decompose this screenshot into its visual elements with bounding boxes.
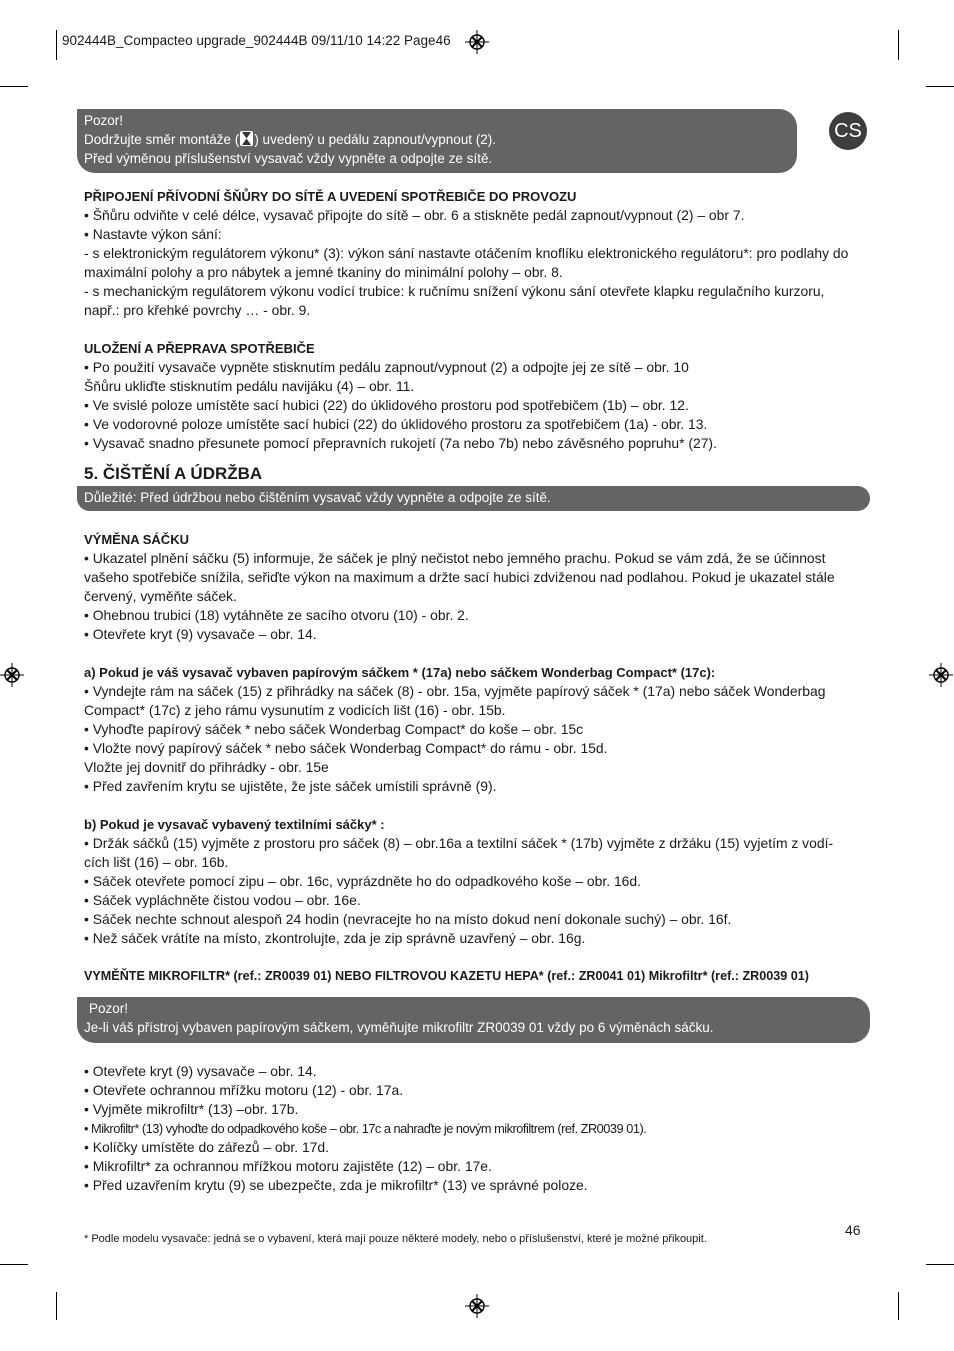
crop-mark	[898, 30, 899, 60]
paragraph-line: vašeho spotřebiče snížila, seřiďte výkon na maximum a držte sací hubici zdviženou nad podlahou. Pokud je ukazatel stále	[84, 569, 835, 585]
language-badge: CS	[829, 112, 867, 150]
crop-mark	[0, 86, 28, 87]
paragraph-line: • Vyndejte rám na sáček (15) z přihrádky na sáček (8) - obr. 15a, vyjměte papírový sáček * (17a) nebo sáček Wonderbag	[84, 683, 826, 699]
subsection-heading: b) Pokud je vysavač vybavený textilními sáčky* :	[84, 817, 385, 832]
registration-mark-icon	[0, 663, 24, 687]
paragraph-line: • Před uzavřením krytu (9) se ubezpečte, zda je mikrofiltr* (13) ve správné poloze.	[84, 1177, 588, 1193]
paragraph-line: • Vysavač snadno přesunete pomocí přepravních rukojetí (7a nebo 7b) nebo závěsného popruhu* (27).	[84, 435, 717, 451]
crop-mark	[926, 86, 954, 87]
crop-mark	[56, 30, 57, 60]
crop-mark	[0, 1264, 28, 1265]
callout-line: Dodržujte směr montáže ( ) uvedený u pedálu zapnout/vypnout (2).	[84, 132, 496, 147]
document-body	[84, 187, 876, 1195]
section-heading: VYMĚŇTE MIKROFILTR* (ref.: ZR0039 01) NEBO FILTROVOU KAZETU HEPA* (ref.: ZR0041 01) Mikrofiltr* (ref.: ZR0039 01)	[84, 969, 809, 983]
paragraph-line: např.: pro křehké povrchy … - obr. 9.	[84, 302, 311, 318]
footnote: * Podle modelu vysavače: jedná se o vybavení, která mají pouze některé modely, nebo o příslušenství, které je možné přikoupit.	[84, 1233, 707, 1245]
warning-callout	[77, 997, 870, 1043]
paragraph-line: maximální polohy a pro nábytek a jemné tkaniny do minimální polohy – obr. 8.	[84, 264, 563, 280]
registration-mark-icon	[465, 1294, 489, 1318]
paragraph-line: • Sáček otevřete pomocí zipu – obr. 16c, vyprázdněte ho do odpadkového koše – obr. 16d.	[84, 873, 641, 889]
paragraph-line: Compact* (17c) z jeho rámu vysunutím z vodicích lišt (16) - obr. 15b.	[84, 702, 506, 718]
paragraph-line: Vložte jej dovnitř do přihrádky - obr. 15e	[84, 759, 329, 775]
print-header: 902444B_Compacteo upgrade_902444B 09/11/10 14:22 Page46	[62, 33, 451, 48]
paragraph-line: • Vložte nový papírový sáček * nebo sáček Wonderbag Compact* do rámu - obr. 15d.	[84, 740, 608, 756]
paragraph-line: - s mechanickým regulátorem výkonu vodící trubice: k ručnímu snížení výkonu sání otevřete klapku regulačního kurzoru,	[84, 283, 825, 299]
crop-mark	[56, 1292, 57, 1320]
paragraph-line: • Ohebnou trubici (18) vytáhněte ze sacího otvoru (10) - obr. 2.	[84, 607, 469, 623]
paragraph-line: • Vyjměte mikrofiltr* (13) –obr. 17b.	[84, 1101, 299, 1117]
crop-mark	[926, 1264, 954, 1265]
paragraph-line: • Šňůru odviňte v celé délce, vysavač připojte do sítě – obr. 6 a stiskněte pedál zapnout/vypnout (2) – obr 7.	[84, 207, 745, 223]
paragraph-line: cích lišt (16) – obr. 16b.	[84, 854, 229, 870]
paragraph-line: • Před zavřením krytu se ujistěte, že jste sáček umístili správně (9).	[84, 778, 497, 794]
warning-callout	[77, 109, 797, 173]
hourglass-icon	[240, 131, 253, 146]
paragraph-line: • Mikrofiltr* (13) vyhoďte do odpadkového koše – obr. 17c a nahraďte je novým mikrofiltrem (ref. ZR0039 01).	[84, 1121, 647, 1136]
paragraph-line: • Kolíčky umístěte do zářezů – obr. 17d.	[84, 1139, 329, 1155]
paragraph-line: • Sáček nechte schnout alespoň 24 hodin (nevracejte ho na místo dokud není dokonale suchý) – obr. 16f.	[84, 911, 732, 927]
paragraph-line: • Sáček vypláchněte čistou vodou – obr. 16e.	[84, 892, 361, 908]
paragraph-line: • Ve svislé poloze umístěte sací hubici (22) do úklidového prostoru pod spotřebičem (1b) – obr. 12.	[84, 397, 689, 413]
paragraph-line: • Vyhoďte papírový sáček * nebo sáček Wonderbag Compact* do koše – obr. 15c	[84, 721, 584, 737]
paragraph-line: • Otevřete kryt (9) vysavače – obr. 14.	[84, 1063, 317, 1079]
registration-mark-icon	[929, 663, 953, 687]
paragraph-line: • Ve vodorovné poloze umístěte sací hubici (22) do úklidového prostoru za spotřebičem (1a) - obr. 13.	[84, 416, 708, 432]
important-callout: Důležité: Před údržbou nebo čištěním vysavač vždy vypněte a odpojte ze sítě.	[77, 486, 870, 511]
chapter-title: 5. ČIŠTĚNÍ A ÚDRŽBA	[84, 464, 263, 483]
page-number: 46	[845, 1222, 861, 1238]
callout-line: Před výměnou příslušenství vysavač vždy vypněte a odpojte ze sítě.	[84, 151, 493, 166]
callout-title: Pozor!	[89, 1001, 129, 1016]
paragraph-line: • Než sáček vrátíte na místo, zkontrolujte, zda je zip správně uzavřený – obr. 16g.	[84, 930, 586, 946]
paragraph-line: • Mikrofiltr* za ochrannou mřížkou motoru zajistěte (12) – obr. 17e.	[84, 1158, 492, 1174]
section-heading: ULOŽENÍ A PŘEPRAVA SPOTŘEBIČE	[84, 341, 315, 356]
paragraph-line: Šňůru ukliďte stisknutím pedálu navijáku (4) – obr. 11.	[84, 378, 415, 394]
callout-line: Je-li váš přístroj vybaven papírovým sáčkem, vyměňujte mikrofiltr ZR0039 01 vždy po 6 výměnách sáčku.	[84, 1020, 714, 1035]
paragraph-line: • Nastavte výkon sání:	[84, 226, 222, 242]
registration-mark-icon	[465, 30, 489, 54]
paragraph-line: • Po použití vysavače vypněte stisknutím pedálu zapnout/vypnout (2) a odpojte jej ze sítě – obr. 10	[84, 359, 689, 375]
paragraph-line: - s elektronickým regulátorem výkonu* (3): výkon sání nastavte otáčením knoflíku elektronického regulátoru*: pro podlahy do	[84, 245, 849, 261]
paragraph-line: • Otevřete kryt (9) vysavače – obr. 14.	[84, 626, 317, 642]
paragraph-line: • Držák sáčků (15) vyjměte z prostoru pro sáček (8) – obr.16a a textilní sáček * (17b) vyjměte z držáku (15) vyjetím z vodí-	[84, 835, 834, 851]
section-heading: PŘIPOJENÍ PŘÍVODNÍ ŠŇŮRY DO SÍTĚ A UVEDENÍ SPOTŘEBIČE DO PROVOZU	[84, 189, 577, 204]
paragraph-line: • Ukazatel plnění sáčku (5) informuje, že sáček je plný nečistot nebo jemného prachu. Pokud se vám zdá, že se účinnost	[84, 550, 826, 566]
paragraph-line: červený, vyměňte sáček.	[84, 588, 237, 604]
callout-title: Pozor!	[84, 113, 124, 128]
crop-mark	[898, 1292, 899, 1320]
subsection-heading: a) Pokud je váš vysavač vybaven papírovým sáčkem * (17a) nebo sáčkem Wonderbag Compact* (17c):	[84, 665, 716, 680]
paragraph-line: • Otevřete ochrannou mřížku motoru (12) - obr. 17a.	[84, 1082, 404, 1098]
section-heading: VÝMĚNA SÁČKU	[84, 532, 189, 547]
